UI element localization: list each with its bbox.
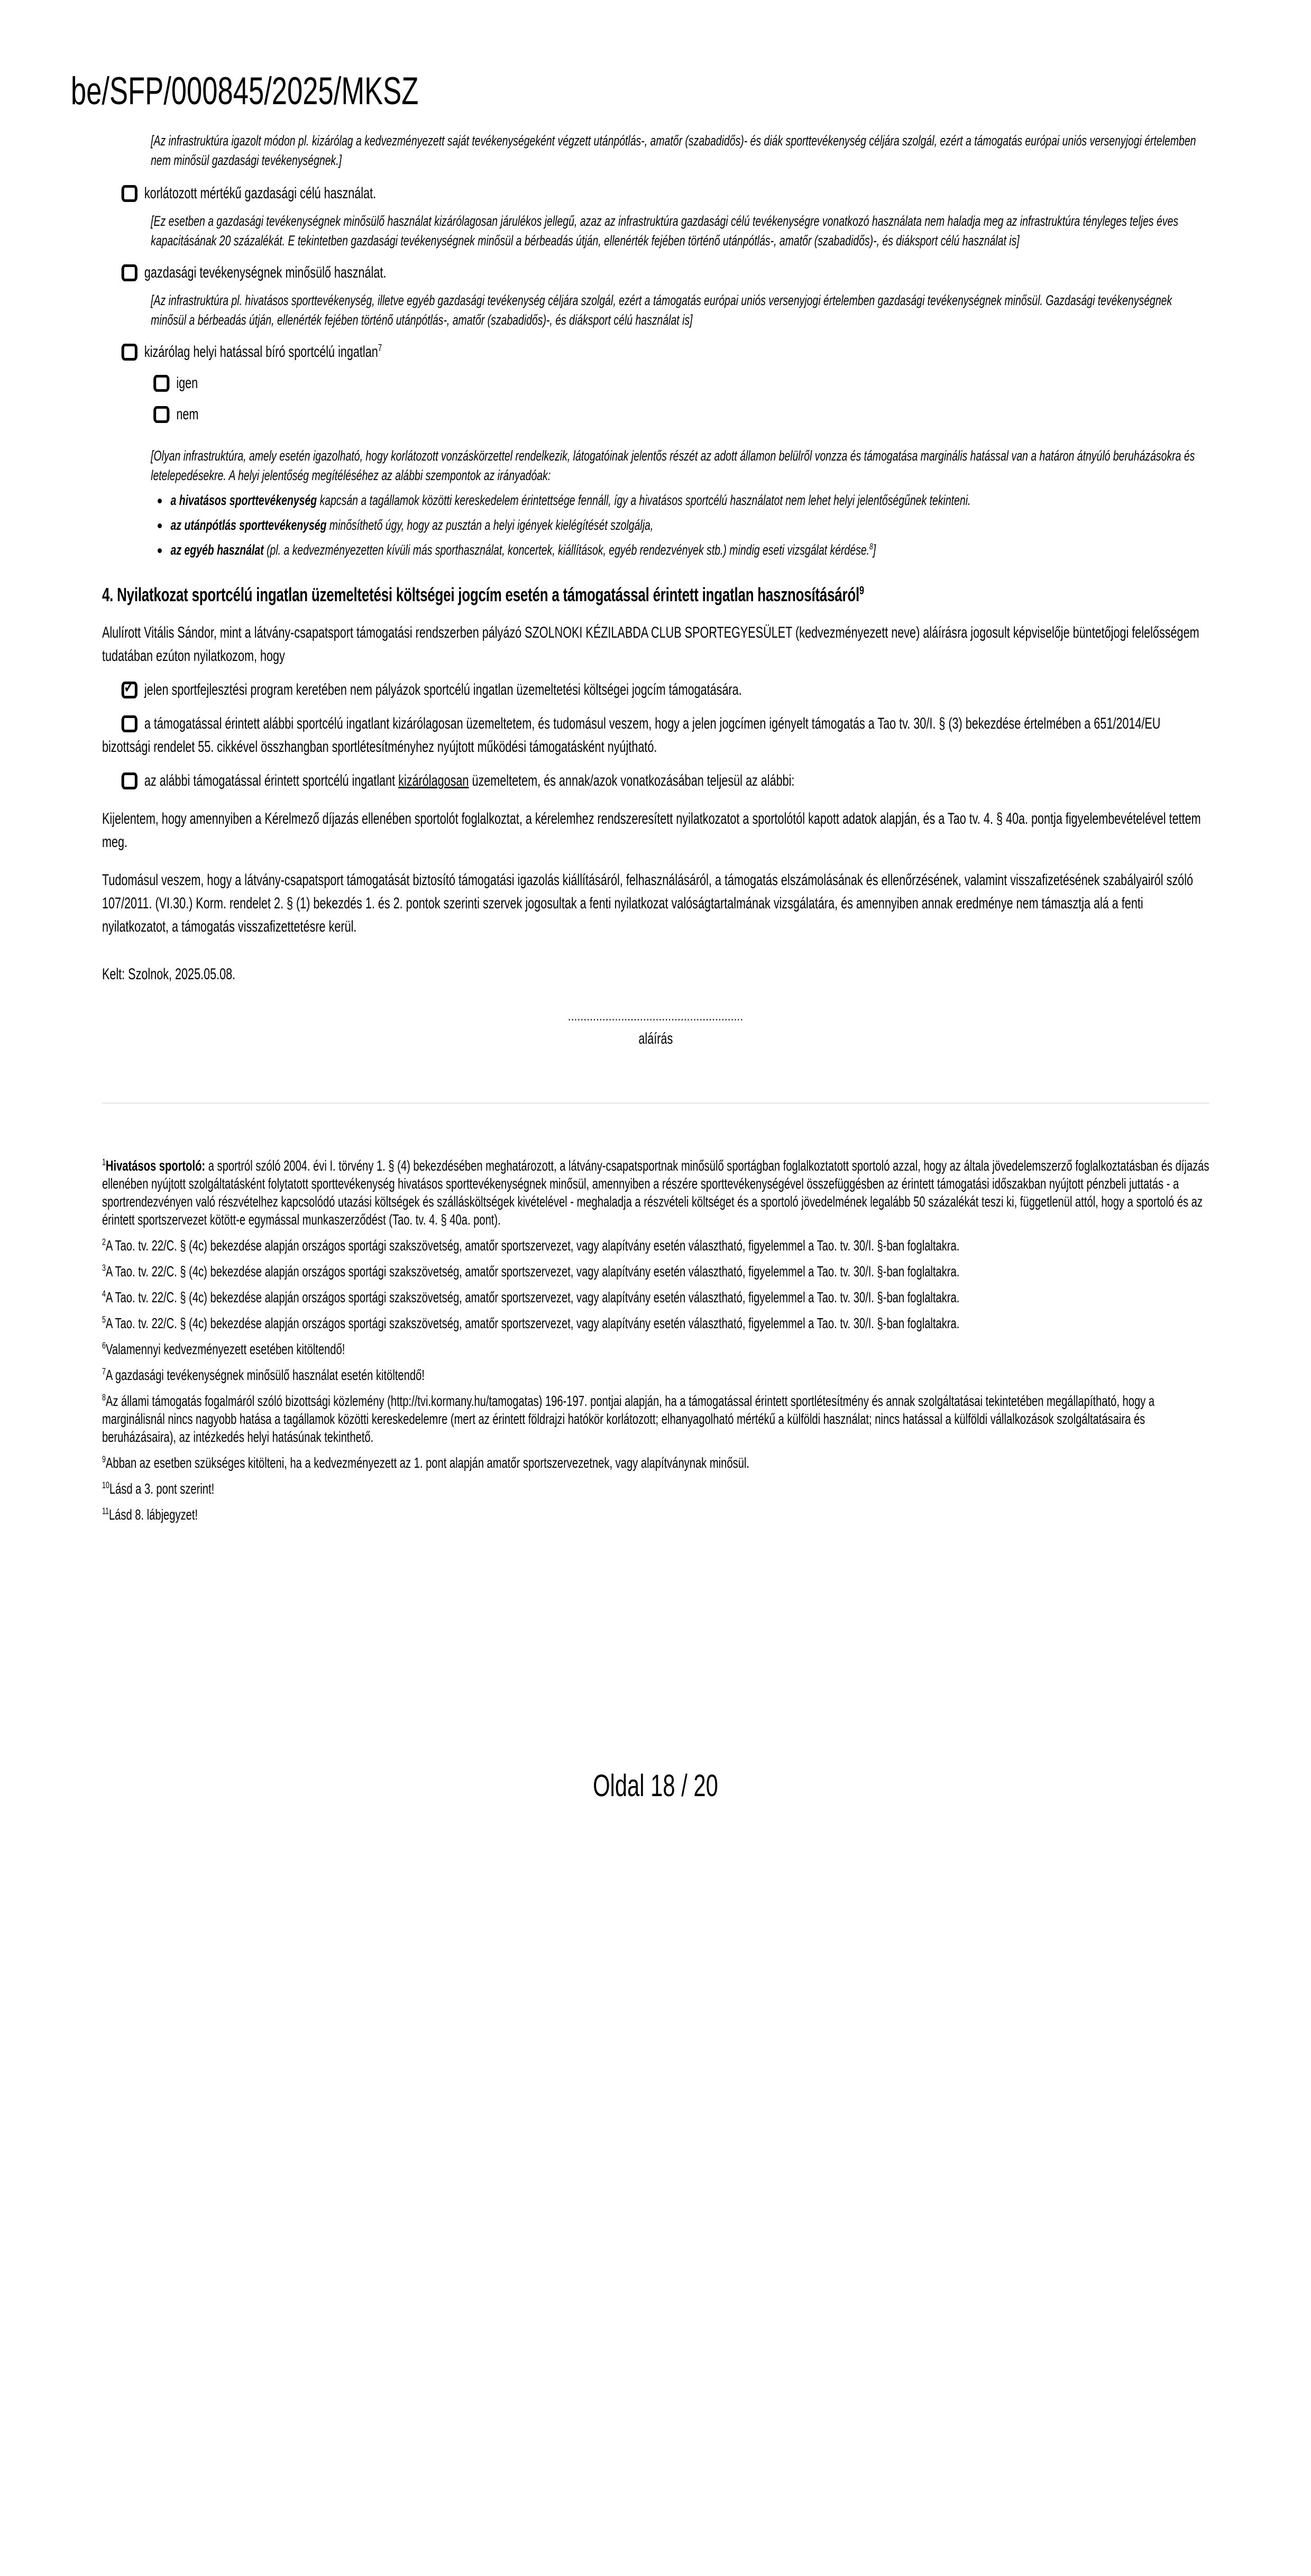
footnote-text: A Tao. tv. 22/C. § (4c) bekezdése alapján országos sportági szakszövetség, amatőr sportszervezet, vagy alapítvány esetén választható, figyelemmel a Tao. tv. 30/I. §-ban foglaltakra. (105, 1263, 960, 1280)
criterion-lead: az egyéb használat (170, 542, 264, 558)
option-row-exclusive-operation-conditions (102, 769, 1209, 793)
footnote-10 (102, 1480, 1209, 1498)
signature-block (102, 1007, 1209, 1050)
footnote-text: A gazdasági tevékenységnek minősülő használat esetén kitöltendő! (105, 1367, 425, 1383)
option-label-limited-economic-use: korlátozott mértékű gazdasági célú használat. (144, 185, 377, 202)
option-row-no-operating-costs (102, 678, 1209, 702)
option-label-post: üzemeltetem, és annak/azok vonatkozásában teljesül az alábbi: (469, 772, 795, 789)
option-label-no-operating-costs: jelen sportfejlesztési program keretében nem pályázok sportcélú ingatlan üzemeltetési költségei jogcím támogatására. (144, 681, 742, 698)
footnote-text: A Tao. tv. 22/C. § (4c) bekezdése alapján országos sportági szakszövetség, amatőr sportszervezet, vagy alapítvány esetén választható, figyelemmel a Tao. tv. 30/I. §-ban foglaltakra. (105, 1289, 960, 1305)
list-item (158, 540, 1209, 560)
criterion-lead: az utánpótlás sporttevékenység (170, 517, 327, 533)
footnote-marker: 7 (102, 1366, 106, 1377)
local-significance-criteria-list (102, 491, 1209, 560)
footnote-marker: 1 (102, 1156, 106, 1167)
footnote-text: Lásd 8. lábjegyzet! (108, 1506, 198, 1523)
footnote-3 (102, 1263, 1209, 1281)
footnote-text: A Tao. tv. 22/C. § (4c) bekezdése alapján országos sportági szakszövetség, amatőr sportszervezet, vagy alapítvány esetén választható, figyelemmel a Tao. tv. 30/I. §-ban foglaltakra. (105, 1237, 960, 1254)
footnote-marker: 5 (102, 1314, 106, 1325)
checkbox-no[interactable] (153, 406, 169, 423)
footnote-marker: 6 (102, 1340, 106, 1351)
footnote-text: a sportról szóló 2004. évi I. törvény 1. § (4) bekezdésében meghatározott, a látvány-csapatsportnak minősülő sportágban foglalkoztatott sportoló azzal, hogy az általa jövedelemszerző foglalkoztatásban és díjazás ellenében nyújtott szolgáltatásként folytatott sporttevékenység hivatásos sporttevékenységnek minősül, amennyiben a részére sporttevékenységével összefüggésben az érintett támogatási időszakban nyújtott pénzbeli juttatás - a sportrendezvényen való részvételhez kapcsolódó utazási költségek és szállásköltségek kivételével - meghaladja a részvételi költséget és a sportoló jövedelmének legalább 50 százalékát teszi ki, függetlenül attól, hogy a sportoló és az érintett sportszervezet kötött-e egymással munkaszerződést (Tao. tv. 4. § 40a. pont). (102, 1157, 1209, 1228)
checkbox-economic-use[interactable] (122, 264, 137, 281)
note-limited-economic-use: [Ez esetben a gazdasági tevékenységnek minősülő használat kizárólagosan járulékos jellegű, azaz az infrastruktúra gazdasági célú tevékenységre vonatkozó használata nem haladja meg az infrastruktúra tényleges teljes éves kapacitásának 20 százalékát. E tekintetben gazdasági tevékenységnek minősül a bérbeadás útján, ellenérték fejében történő utánpótlás-, amatőr (szabadidős)-, és diáksport célú használat is] (151, 213, 1179, 249)
athlete-employment-paragraph: Kijelentem, hogy amennyiben a Kérelmező díjazás ellenében sportolót foglalkoztat, a kérelemhez rendszeresített nyilatkozatot a sportolótól kapott adatok alapján, és a Tao tv. 4. § 40a. pontja figyelembevételével tettem meg. (102, 810, 1201, 851)
declaration-intro-paragraph: Alulírott Vitális Sándor, mint a látvány-csapatsport támogatási rendszerben pályázó SZOLNOKI KÉZILABDA CLUB SPORTEGYESÜLET (kedvezményezett neve) aláírásra jogosult képviselője büntetőjogi felelősségem tudatában ezúton nyilatkozom, hogy (102, 624, 1199, 665)
checkbox-limited-economic-use[interactable] (122, 185, 137, 202)
footnote-8 (102, 1392, 1209, 1446)
footnote-marker: 2 (102, 1236, 106, 1247)
signature-line: ........................................................ (568, 1008, 744, 1024)
footnote-divider (102, 1102, 1209, 1104)
footnote-text: Lásd a 3. pont szerint! (109, 1480, 215, 1497)
checkbox-local-impact-property[interactable] (122, 344, 137, 361)
footnote-ref-7: 7 (378, 342, 382, 353)
criterion-lead: a hivatásos sporttevékenység (170, 492, 317, 508)
footnote-6 (102, 1340, 1209, 1358)
bullet-icon (158, 548, 162, 553)
option-row-limited-economic-use (102, 182, 1209, 205)
section-4-heading (102, 583, 1209, 606)
option-label-yes: igen (176, 374, 198, 392)
footnote-text: Abban az esetben szükséges kitölteni, ha a kedvezményezett az 1. pont alapján amatőr sportszervezetnek, vagy alapítványnak minősül. (105, 1455, 749, 1471)
page-number: Oldal 18 / 20 (593, 1769, 718, 1803)
footnote-text: Valamennyi kedvezményezett esetében kitöltendő! (105, 1341, 345, 1357)
footnote-lead: Hivatásos sportoló: (105, 1157, 206, 1174)
footnote-marker: 9 (102, 1453, 106, 1465)
bullet-icon (158, 523, 162, 528)
note-economic-use: [Az infrastruktúra pl. hivatásos sporttevékenység, illetve egyéb gazdasági tevékenység céljára szolgál, ezért a támogatás európai uniós versenyjogi értelemben gazdasági tevékenységnek minősül. Gazdasági tevékenységnek minősül a bérbeadás útján, ellenérték fejében történő utánpótlás-, amatőr (szabadidős)-, és diáksport célú használat is] (151, 292, 1172, 328)
option-row-exclusive-operation (102, 712, 1209, 759)
footnote-marker: 10 (102, 1479, 109, 1491)
bullet-icon (158, 499, 162, 503)
footnote-11 (102, 1506, 1209, 1524)
option-label-pre: az alábbi támogatással érintett sportcélú ingatlant (144, 772, 399, 789)
footnote-text: A Tao. tv. 22/C. § (4c) bekezdése alapján országos sportági szakszövetség, amatőr sportszervezet, vagy alapítvány esetén választható, figyelemmel a Tao. tv. 30/I. §-ban foglaltakra. (105, 1315, 960, 1331)
option-label-underlined: kizárólagosan (398, 772, 469, 789)
criterion-text: (pl. a kedvezményezetten kívüli más sporthasználat, koncertek, kiállítások, egyéb rendezvények stb.) mindig eseti vizsgálat kérdése. (263, 542, 870, 558)
option-label-exclusive-operation: a támogatással érintett alábbi sportcélú ingatlant kizárólagosan üzemeltetem, és tudomásul veszem, hogy a jelen jogcímen igényelt támogatás a Tao tv. 30/I. § (3) bekezdése értelmében a 651/2014/EU bizottsági rendelet 55. cikkével összhangban sportlétesítményhez nyújtott működési támogatásként nyújtható. (102, 715, 1161, 756)
footnote-5 (102, 1314, 1209, 1332)
date-place-line: Kelt: Szolnok, 2025.05.08. (102, 965, 236, 983)
signature-label: aláírás (638, 1030, 673, 1047)
section-4-heading-text: 4. Nyilatkozat sportcélú ingatlan üzemeltetési költségei jogcím esetén a támogatással érintett ingatlan hasznosításáról (102, 584, 859, 605)
footnote-marker: 11 (102, 1505, 109, 1516)
footnote-4 (102, 1289, 1209, 1307)
footnote-2 (102, 1237, 1209, 1255)
footnote-1 (102, 1157, 1209, 1229)
criterion-text: minősíthető úgy, hogy az pusztán a helyi igények kielégítését szolgálja, (326, 517, 654, 533)
footnote-marker: 8 (102, 1392, 106, 1403)
repayment-acknowledgement-paragraph: Tudomásul veszem, hogy a látvány-csapatsport támogatását biztosító támogatási igazolás kiállításáról, felhasználásáról, a támogatás elszámolásának és ellenőrzésének, valamint visszafizetésének szabályairól szóló 107/2011. (VI.30.) Korm. rendelet 2. § (1) bekezdés 1. és 2. pontok szerinti szervek jogosultak a fenti nyilatkozat valóságtartalmának vizsgálatára, és amennyiben annak eredménye nem támasztja alá a fenti nyilatkozatot, a támogatás visszafizettetésre kerül. (102, 871, 1194, 935)
option-row-local-impact-property (102, 341, 1209, 364)
footnote-ref-9: 9 (859, 584, 864, 597)
checkbox-yes[interactable] (153, 375, 169, 392)
footnote-ref-8: 8 (869, 541, 873, 551)
criterion-text: kapcsán a tagállamok közötti kereskedelem érintettsége fennáll, így a hivatásos sportcélú használatot nem lehet helyi jelentőségűnek tekinteni. (317, 492, 971, 508)
footnote-marker: 4 (102, 1288, 106, 1299)
option-label-local-impact-property: kizárólag helyi hatással bíró sportcélú ingatlan (144, 343, 378, 361)
note-local-significance: [Olyan infrastruktúra, amely esetén igazolható, hogy korlátozott vonzáskörzettel rendelkezik, látogatóinak jelentős részét az adott államon belülről vonzza és támogatása marginális hatással van a határon átnyúló beruházásokra és letelepedésekre. A helyi jelentőség megítéléséhez az alábbi szempontok az irányadóak: (151, 448, 1195, 483)
list-item (158, 491, 1209, 510)
footnotes-section (102, 1157, 1209, 1524)
footnote-9 (102, 1454, 1209, 1472)
checkmark-icon: ✔ (124, 680, 133, 696)
option-row-yes (153, 372, 1209, 395)
checkbox-no-operating-costs[interactable] (122, 682, 137, 698)
footnote-text: Az állami támogatás fogalmáról szóló bizottsági közlemény (http://tvi.kormany.hu/tamogatas) 196-197. pontjai alapján, ha a támogatással érintett sportlétesítmény és annak szolgáltatásai tekintetében megállapítható, hogy a marginálisnál nincs nagyobb hatása a tagállamok közötti kereskedelemre (mert az érintett földrajzi hatókör korlátozott; elhanyagolható mértékű a külföldi használat; nincs hatással a külföldi vállalkozások szolgáltatásaira és beruházásaira), az intézkedés helyi hatásúnak tekinthető. (102, 1393, 1155, 1445)
option-row-no (153, 403, 1209, 426)
list-item (158, 516, 1209, 535)
option-label-economic-use: gazdasági tevékenységnek minősülő használat. (144, 264, 387, 281)
checkbox-exclusive-operation-conditions[interactable] (122, 772, 137, 789)
option-label-no: nem (176, 406, 199, 423)
note-non-economic-use: [Az infrastruktúra igazolt módon pl. kizárólag a kedvezményezett saját tevékenységeként végzett utánpótlás-, amatőr (szabadidős)- és diák sporttevékenység céljára szolgál, ezért a támogatás európai uniós versenyjogi értelemben nem minősül gazdasági tevékenységnek.] (151, 133, 1196, 168)
document-id-title: be/SFP/000845/2025/MKSZ (70, 70, 419, 113)
checkbox-exclusive-operation[interactable] (122, 715, 137, 732)
option-row-economic-use (102, 261, 1209, 284)
footnote-7 (102, 1366, 1209, 1384)
footnote-marker: 3 (102, 1262, 106, 1273)
criterion-bracket-close: ] (873, 542, 876, 558)
